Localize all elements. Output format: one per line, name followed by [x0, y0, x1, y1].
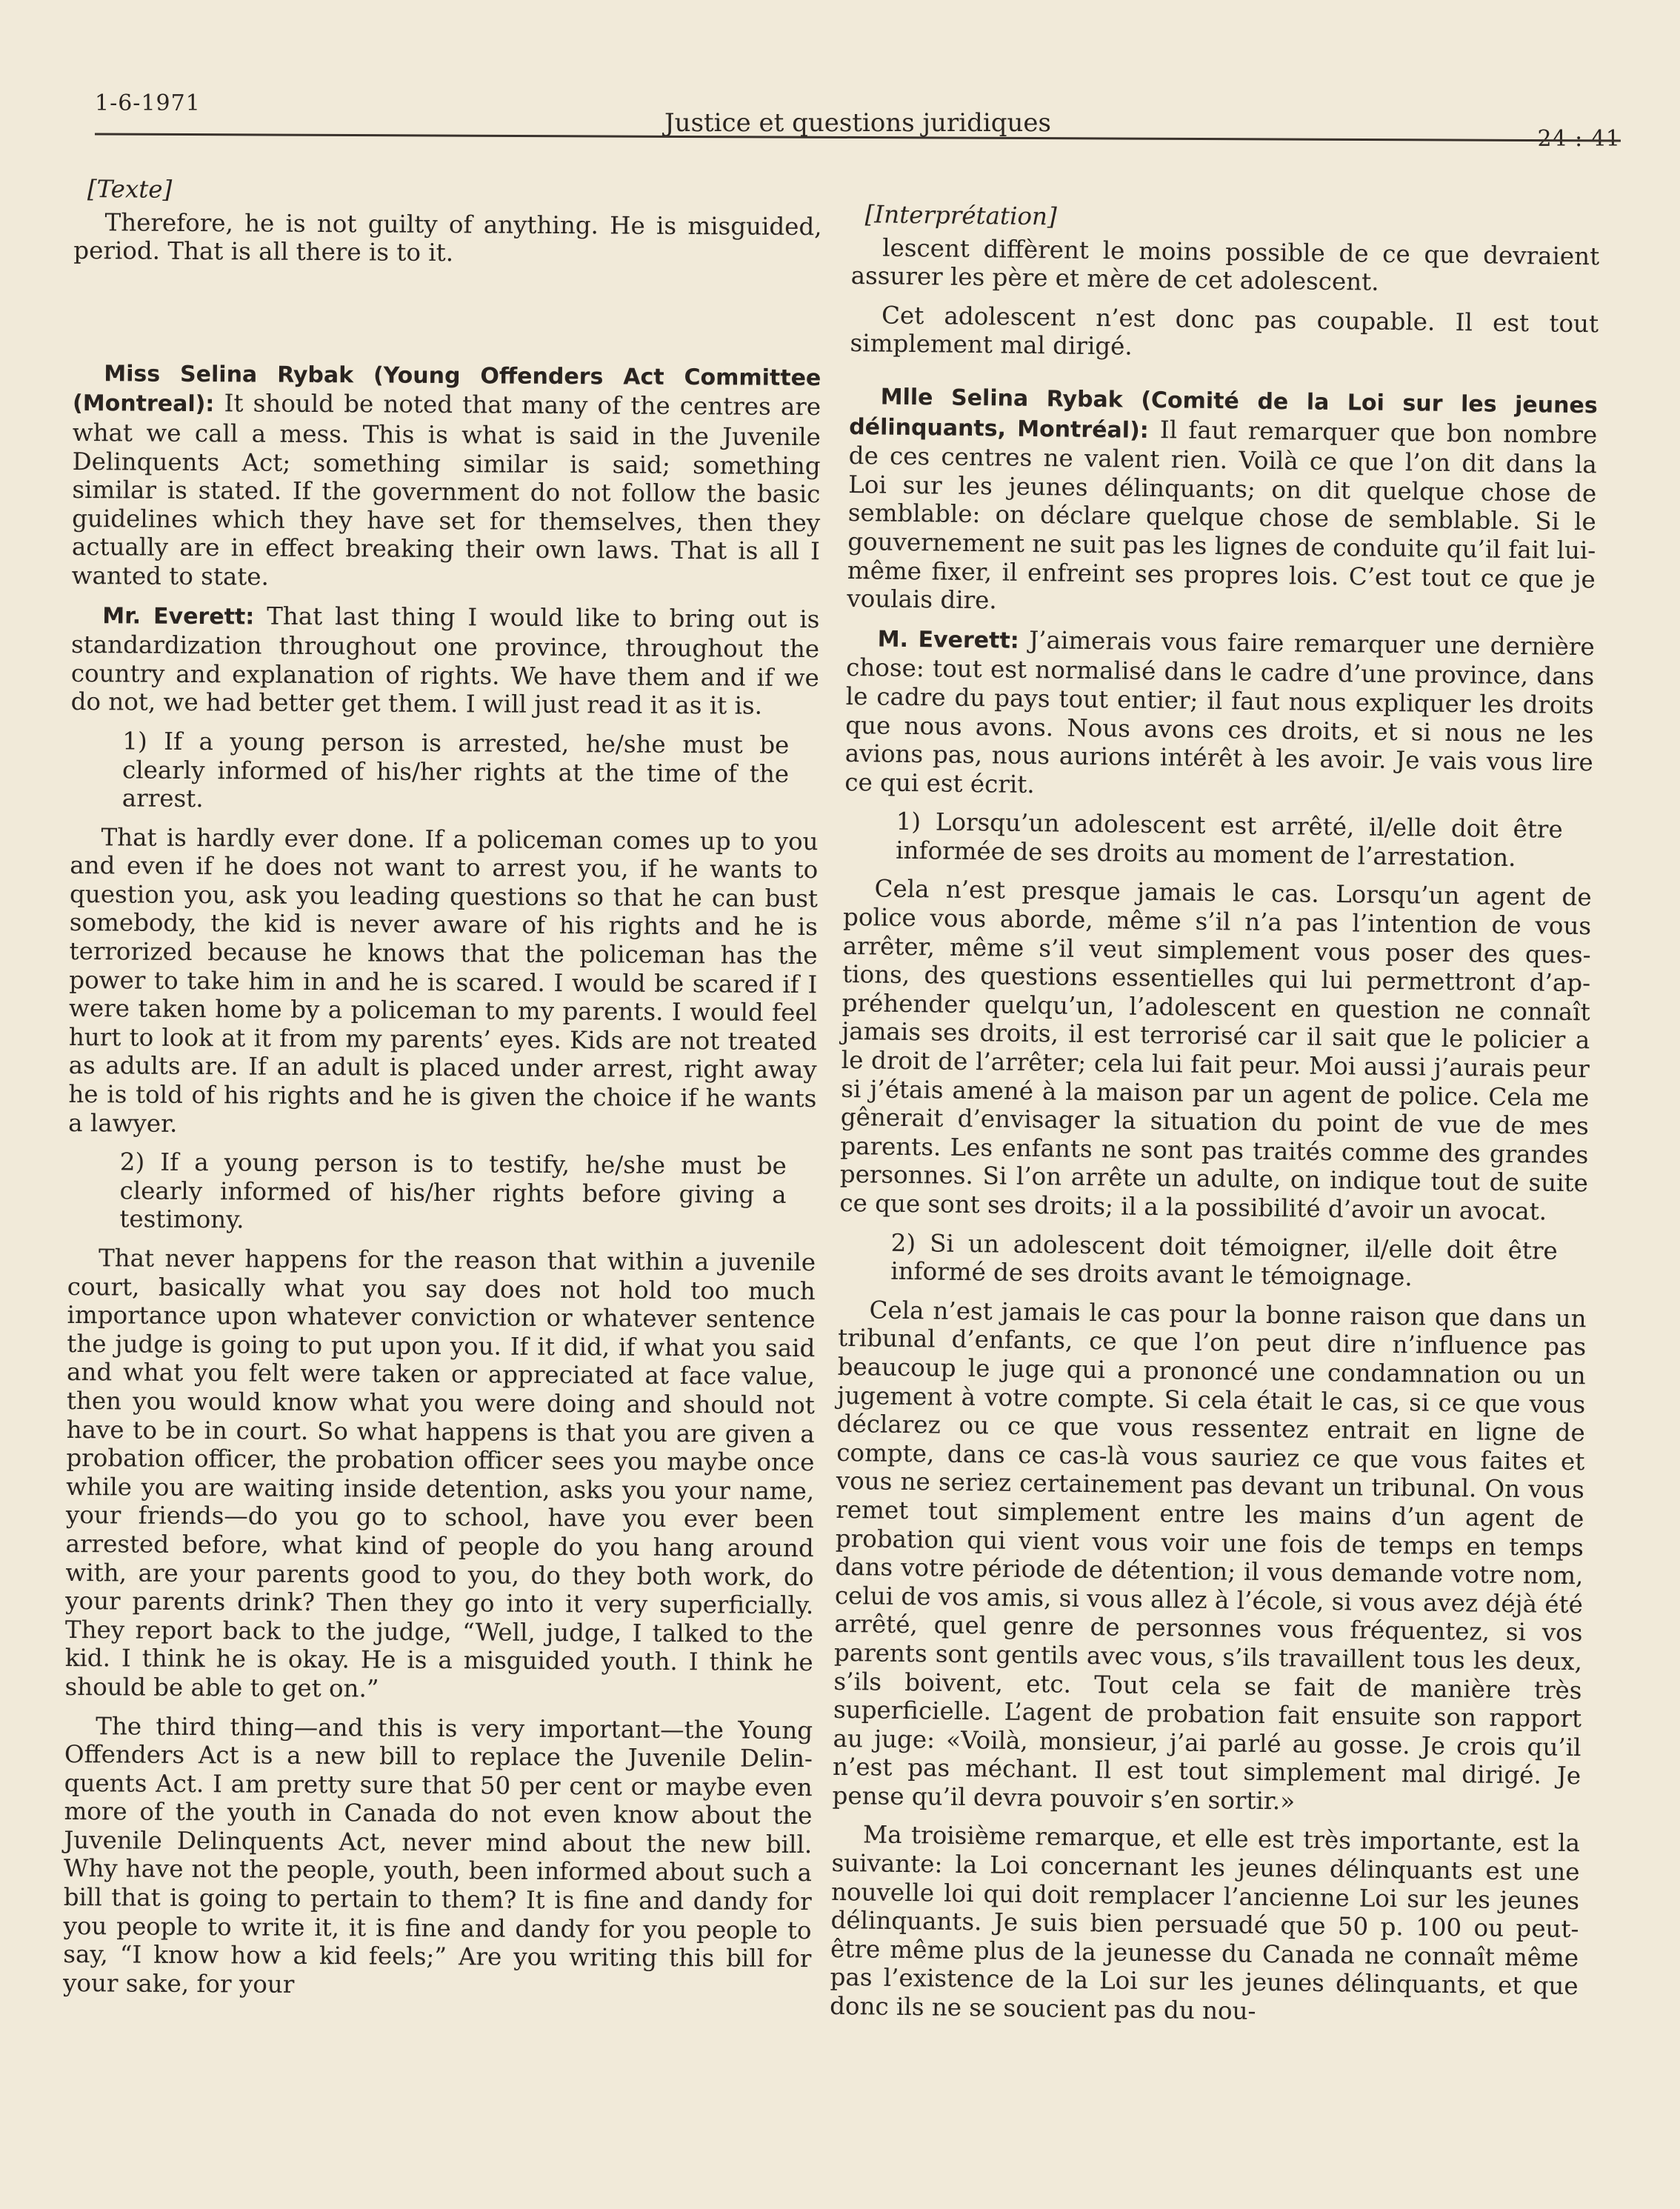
paragraph: lescent diffèrent le moins possible de ce que devraient assurer les père et mère de cet adolescent. — [850, 233, 1600, 296]
quoted-item: 1) Lorsqu’un adolescent est arrêté, il/elle doit être informée de ses droits au moment de l’arrestation. — [896, 807, 1563, 872]
quoted-item: 1) If a young person is arrested, he/she must be clearly informed of his/her rights at the time of the arrest. — [121, 727, 790, 813]
page-header — [95, 87, 1621, 152]
english-column — [63, 175, 822, 2013]
paragraph: Cela n’est presque jamais le cas. Lorsqu’un agent de police vous aborde, même s’il n’a pas l’intention de vous arrêter, même s’il veut simplement vous poser des questions, des questions essentielles qui lui permettront d’appréhender quelqu’un, l’adolescent en question ne connaît jamais ses droits, il est terrorisé car il sait que le policier a le droit de l’arrêter; cela lui fait peur. Moi aussi j’aurais peur si j’étais amené à la maison par un agent de police. Cela me gênerait d’envisager la situation du point de vue de mes parents. Les enfants ne sont pas traités comme des grandes personnes. Si l’on arrête un adulte, on indique tout de suite ce que sont ses droits; il a la possibilité d’avoir un avocat. — [839, 874, 1592, 1226]
speaker-paragraph — [844, 624, 1595, 806]
header-date: 1-6-1971 — [95, 90, 201, 116]
speaker-name: Mlle Selina Rybak (Comité de la Loi sur les jeunes délinquants, Montréal): — [849, 384, 1598, 444]
language-tag: [Interprétation] — [864, 200, 1057, 231]
header-page-number: 24 : 41 — [1537, 126, 1621, 152]
speaker-name: Miss Selina Rybak (Young Offenders Act Committee (Montreal): — [73, 361, 821, 418]
speaker-paragraph — [71, 601, 820, 722]
speaker-text: Il faut remarquer que bon nombre de ces centres ne valent rien. Voilà ce que l’on dit dans la Loi sur les jeunes délinquants; on dit quelque chose de semblable: on déclare quelque chose de semblable. Si le gouvernement ne suit pas les lignes de conduite qu’il fait lui-même fixer, il enfreint ses propres lois. C’est tout ce que je voulais dire. — [847, 415, 1598, 615]
quoted-item: 2) Si un adolescent doit témoigner, il/elle doit être informé de ses droits avant le témoignage. — [890, 1228, 1558, 1292]
quoted-item: 2) If a young person is to testify, he/she must be clearly informed of his/her rights before giving a testimony. — [119, 1147, 787, 1234]
speaker-name: M. Everett: — [877, 626, 1019, 654]
paragraph: The third thing—and this is very important—the Young Offenders Act is a new bill to replace the Juvenile Delinquents Act. I am pretty sure that 50 per cent or maybe even more of the youth in Canada do not even know about the Juvenile Delinquents Act, never mind about the new bill. Why have not the people, youth, been informed about such a bill that is going to pertain to them? It is fine and dandy for you people to write it, it is fine and dandy for you people to say, “I know how a kid feels;” Are you writing this bill for your sake, for your — [62, 1711, 813, 1999]
speaker-name: Mr. Everett: — [102, 602, 255, 630]
paragraph: Cet adolescent n’est donc pas coupable. Il est tout simplement mal dirigé. — [850, 301, 1599, 361]
paragraph: That is hardly ever done. If a policeman comes up to you and even if he does not want to arrest you, if he wants to question you, ask you leading questions so that he can bust somebody, the kid is never aware of his rights and he is terrorized because he knows that the policeman has the power to take him in and he is scared. I would be scared if I were taken home by a policeman to my parents. I would feel hurt to look at it from my parents’ eyes. Kids are not treated as adults are. If an adult is placed under arrest, right away he is told of his rights and he is given the choice if he wants a lawyer. — [68, 822, 819, 1138]
spacer — [73, 276, 821, 363]
language-tag: [Texte] — [87, 175, 173, 204]
speaker-paragraph — [847, 382, 1598, 622]
paragraph: Cela n’est jamais le cas pour la bonne raison que dans un tribunal d’enfants, ce que l’on peut dire n’influence pas beaucoup le juge qui a prononcé une condamnation ou un jugement à votre compte. Si cela était le cas, si ce que vous déclarez ou ce que vous ressentez entrait en ligne de compte, dans ce cas-là vous sauriez ce que vous faites et vous ne seriez certainement pas devant un tribunal. On vous remet tout simplement entre les mains d’un agent de probation qui vient vous voir une fois de temps en temps dans votre période de détention; il vous demande votre nom, celui de vos amis, si vous allez à l’école, si vous avez déjà été arrêté, quel genre de personnes vous fréquentez, si vos parents sont gentils avec vous, s’ils travaillent tous les deux, s’ils boivent, etc. Tout cela se fait de manière très superficielle. L’agent de probation fait ensuite son rapport au juge: «Voilà, monsieur, j’ai parlé au gosse. Je crois qu’il n’est pas méchant. Il est tout simplement mal dirigé. Je pense qu’il devra pouvoir s’en sortir.» — [832, 1296, 1587, 1816]
header-title: Justice et questions juridiques — [664, 108, 1051, 138]
french-column — [830, 200, 1600, 2040]
speaker-text: It should be noted that many of the centres are what we call a mess. This is what is said in the Juvenile Delinquents Act; something similar is said; something similar is stated. If the government do not follow the basic guidelines which they have set for themselves, then they actually are in effect breaking their own laws. That is all I wanted to state. — [71, 389, 821, 591]
paragraph: Ma troisième remarque, et elle est très importante, est la suivante: la Loi concernant les jeunes délinquants est une nouvelle loi qui doit remplacer l’ancienne Loi sur les jeunes délinquants. Je suis bien persuadé que 50 p. 100 ou peut-être même plus de la jeunesse du Canada ne connaît même pas l’existence de la Loi sur les jeunes délinquants, et que donc ils ne se soucient pas du nou- — [829, 1820, 1581, 2025]
speaker-text: J’aimerais vous faire remarquer une dernière chose: tout est normalisé dans le cadre d’une province, dans le cadre du pays tout entier; il faut nous expliquer les droits que nous avons. Nous avons ces droits, et si nous ne les avions pas, nous aurions intérêt à les avoir. Je vais vous lire ce qui est écrit. — [844, 625, 1595, 799]
paragraph: Therefore, he is not guilty of anything. He is misguided, period. That is all there is to it. — [73, 207, 822, 267]
speaker-paragraph — [72, 359, 821, 595]
paragraph: That never happens for the reason that within a juvenile court, basically what you say does not hold too much importance upon whatever conviction or whatever sentence the judge is going to put upon you. If it did, if what you said and what you felt were taken or appreciated at face value, then you would know what you were doing and should not have to be in court. So what happens is that you are given a probation officer, the probation officer sees you maybe once while you are waiting inside detention, asks you your name, your friends—do you go to school, have you ever been arrested before, what kind of people do you hang around with, are your parents good to you, do they both work, do your parents drink? Then they go into it very superficially. They report back to the judge, “Well, judge, I talked to the kid. I think he is okay. He is a misguided youth. I think he should be able to get on.” — [64, 1244, 816, 1703]
speaker-text: That last thing I would like to bring out is standardization throughout one province, throughout the country and explanation of rights. We have them and if we do not, we had better get them. I will just read it as it is. — [70, 602, 820, 721]
